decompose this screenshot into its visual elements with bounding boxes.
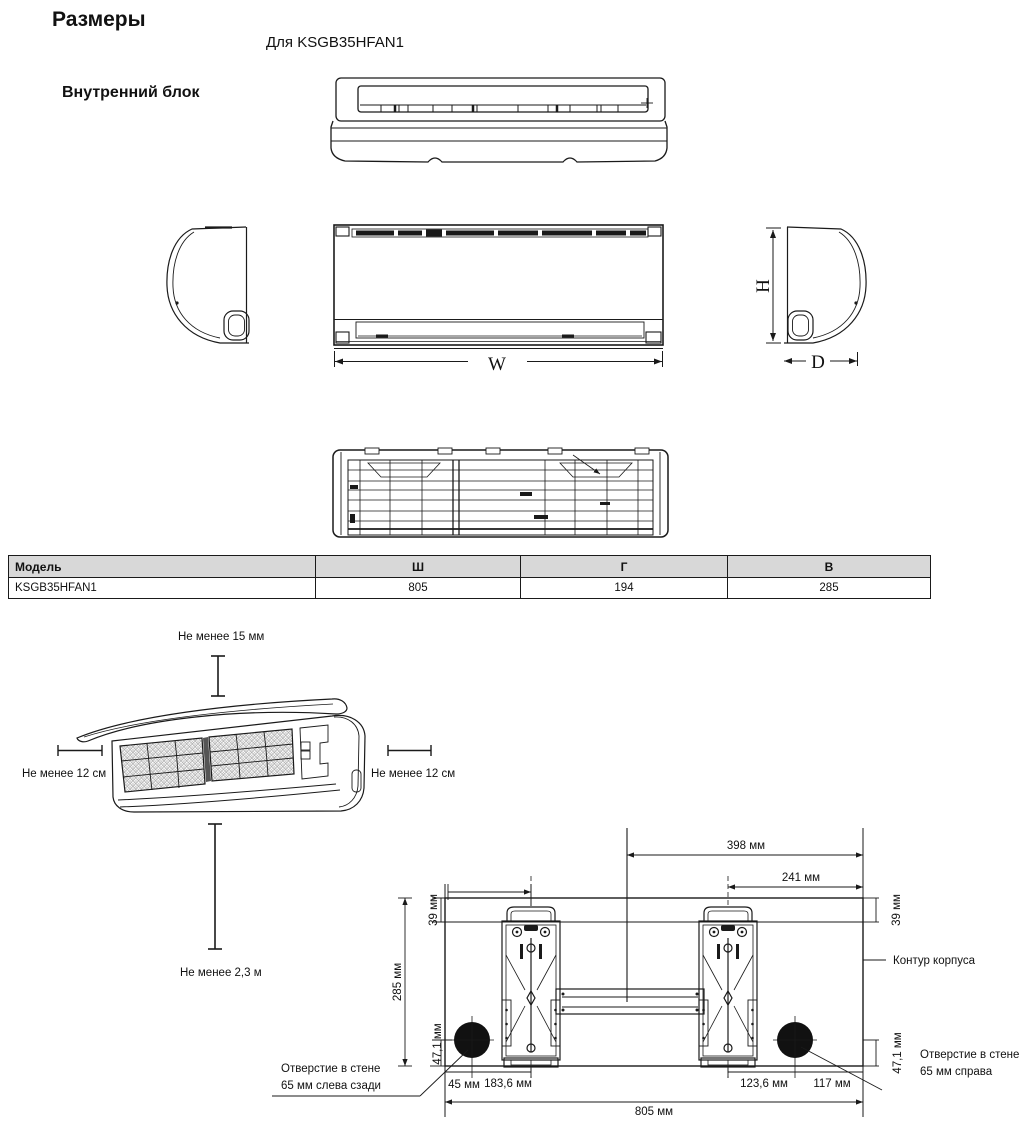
dim-39-right-label: 39 мм — [891, 894, 903, 926]
indoor-unit-perspective — [77, 699, 365, 812]
dim-398-label: 398 мм — [726, 840, 766, 852]
dim-241-label: 241 мм — [781, 872, 821, 884]
mounting-plate-diagram — [268, 814, 1030, 1143]
mounting-bracket-left — [502, 876, 560, 1078]
dim-471-left-label: 47,1 мм — [432, 1023, 444, 1065]
body-contour-label: Контур корпуса — [893, 955, 975, 967]
clearance-left-label: Не менее 12 см — [22, 768, 107, 780]
section-label: Внутренний блок — [62, 84, 200, 101]
dim-285-label: 285 мм — [392, 962, 404, 1002]
table-header-width: Ш — [316, 556, 521, 578]
width-label: W — [488, 354, 506, 375]
clearance-bottom-dim — [208, 824, 222, 949]
dim-1236-label: 123,6 мм — [740, 1078, 788, 1090]
front-view — [334, 225, 663, 349]
dimensions-table — [8, 555, 931, 599]
wall-hole-right — [773, 1016, 817, 1078]
clearance-right-dim — [388, 745, 431, 756]
dim-805-label: 805 мм — [634, 1106, 674, 1118]
hole-right-label-1: Отверстие в стене — [920, 1049, 1020, 1061]
dim-45-label: 45 мм — [448, 1079, 480, 1091]
table-row — [9, 578, 931, 599]
left-side-view — [167, 227, 249, 343]
filter-right — [209, 729, 294, 781]
hole-right-label-2: 65 мм справа — [920, 1066, 993, 1078]
clearance-top-label: Не менее 15 мм — [178, 631, 265, 643]
dim-1836-label: 183,6 мм — [484, 1078, 532, 1090]
model-subtitle: Для KSGB35HFAN1 — [266, 34, 404, 51]
mounting-bracket-right — [699, 876, 757, 1078]
clearance-bottom-label: Не менее 2,3 м — [180, 967, 262, 979]
top-view-drawing — [325, 70, 675, 170]
clearance-right-label: Не менее 12 см — [371, 768, 456, 780]
clearance-top-dim — [211, 656, 225, 696]
main-views-drawing — [150, 218, 880, 378]
table-cell-height: 285 — [728, 578, 931, 599]
dim-117-label: 117 мм — [813, 1078, 851, 1090]
right-side-view — [784, 227, 866, 343]
table-header-model: Модель — [9, 556, 316, 578]
bottom-view-drawing — [318, 443, 680, 548]
hole-left-label-2: 65 мм слева сзади — [281, 1080, 381, 1092]
depth-label: D — [811, 352, 825, 373]
connecting-bar — [556, 989, 704, 1014]
table-cell-model: KSGB35HFAN1 — [9, 578, 316, 599]
table-header-height: В — [728, 556, 931, 578]
table-header-depth: Г — [521, 556, 728, 578]
dim-39-left-label: 39 мм — [428, 894, 440, 926]
hole-left-label-1: Отверстие в стене — [281, 1063, 381, 1075]
table-cell-width: 805 — [316, 578, 521, 599]
dim-471-right-label: 47,1 мм — [892, 1032, 904, 1074]
page-title: Размеры — [52, 8, 146, 31]
table-cell-depth: 194 — [521, 578, 728, 599]
clearance-left-dim — [58, 745, 102, 756]
filter-left — [120, 738, 205, 792]
height-label: H — [753, 279, 774, 293]
wall-hole-left — [450, 1016, 494, 1078]
